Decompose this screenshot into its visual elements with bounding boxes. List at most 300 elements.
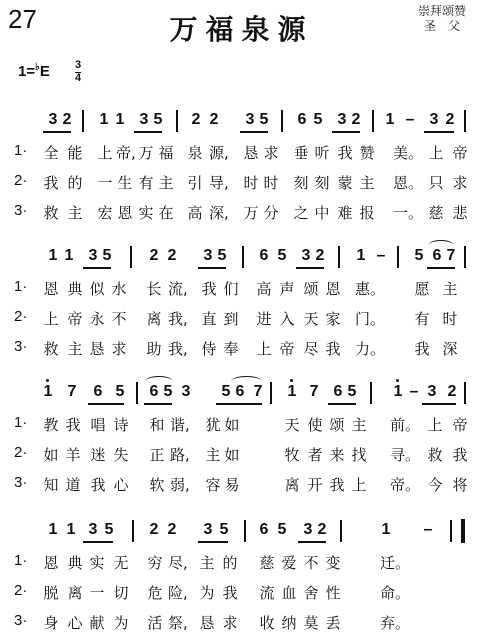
lyric-syllable: 切 (113, 584, 129, 602)
note: 2 (315, 247, 325, 264)
octave-dot (396, 379, 399, 382)
lyric-syllable: 我 (201, 280, 217, 298)
lyric-syllable: 今 (427, 476, 443, 494)
lyric-syllable: 悲 (452, 204, 468, 222)
barline (464, 110, 466, 132)
note: 3 (139, 111, 149, 128)
note-row (0, 246, 483, 270)
lyric-syllable: 变 (325, 554, 341, 572)
note: 1 (385, 111, 395, 128)
lyric-syllable: 主 (351, 416, 367, 434)
lyric-syllable: 流, (168, 280, 188, 298)
lyric-syllable: 之 (293, 204, 309, 222)
note: 1 (66, 521, 76, 538)
lyric-syllable: 上 (256, 340, 272, 358)
lyric-syllable: 门。 (355, 310, 386, 328)
note: 7 (446, 247, 456, 264)
lyric-syllable: 刻 (314, 174, 330, 192)
lyric-syllable: 求 (452, 174, 468, 192)
beam (424, 131, 454, 133)
lyric-syllable: 时 (442, 310, 458, 328)
lyric-syllable: 救 (43, 340, 59, 358)
lyric-syllable: 我 (222, 584, 238, 602)
note: 5 (277, 247, 287, 264)
beam (134, 131, 162, 133)
lyric-syllable: 报 (359, 204, 375, 222)
time-signature-top: 3 (75, 59, 82, 71)
credits (404, 4, 480, 34)
note: 1 (392, 382, 404, 402)
barline (176, 110, 178, 132)
lyric-syllable: 危 (147, 584, 163, 602)
lyric-syllable: 一 (89, 584, 105, 602)
lyric-syllable: 中 (314, 204, 330, 222)
lyric-syllable: 找 (351, 446, 367, 464)
note: 5 (104, 521, 114, 538)
note: 3 (181, 383, 191, 400)
hold-dash: – (376, 247, 386, 264)
beam (240, 131, 268, 133)
beam (422, 403, 456, 405)
beam (198, 267, 226, 269)
barline (136, 382, 138, 404)
lyric-syllable: 典 (67, 554, 83, 572)
lyric-syllable: 时 (263, 174, 279, 192)
lyric-syllable: 将 (452, 476, 468, 494)
note: 6 (259, 247, 269, 264)
lyric-syllable: 主 (67, 204, 83, 222)
hold-dash: – (423, 521, 433, 538)
verse-number: 2· (14, 308, 28, 325)
lyric-syllable: 离 (67, 584, 83, 602)
beam (427, 267, 455, 269)
beam (83, 541, 113, 543)
note: 5 (347, 383, 357, 400)
lyric-syllable: 软 (149, 476, 165, 494)
lyric-syllable: 愿 (414, 280, 430, 298)
lyric-syllable: 求 (222, 614, 238, 632)
lyric-syllable: 天 (303, 310, 319, 328)
note: 7 (309, 383, 319, 400)
lyric-syllable: 唱 (90, 416, 106, 434)
note: 5 (163, 383, 173, 400)
lyric-syllable: 助 (146, 340, 162, 358)
lyric-syllable: 永 (89, 310, 105, 328)
lyric-syllable: 恳 (243, 144, 259, 162)
lyric-syllable: 诗 (113, 416, 129, 434)
barline (340, 520, 342, 542)
octave-dot (290, 379, 293, 382)
note: 2 (351, 111, 361, 128)
note: 5 (277, 521, 287, 538)
verse-number: 2· (14, 582, 28, 599)
note: 1 (286, 382, 298, 402)
note: 5 (219, 521, 229, 538)
lyric-syllable: 险, (168, 584, 188, 602)
tie-arc (428, 240, 454, 251)
note: 1 (48, 247, 58, 264)
lyric-syllable: 有 (138, 174, 154, 192)
note: 2 (149, 521, 159, 538)
lyric-syllable: 舍 (303, 584, 319, 602)
lyric-syllable: 难 (337, 204, 353, 222)
lyric-syllable: 能 (67, 144, 83, 162)
note: 2 (149, 247, 159, 264)
lyric-syllable: 泉 (187, 144, 203, 162)
barline (464, 382, 466, 404)
beam (83, 267, 111, 269)
lyric-syllable: 血 (281, 584, 297, 602)
note: 6 (333, 383, 343, 400)
lyric-syllable: 祭, (168, 614, 188, 632)
note: 1 (48, 521, 58, 538)
flat-sign: ♭ (35, 62, 40, 73)
lyric-syllable: 慈 (428, 204, 444, 222)
lyric-syllable: 路, (170, 446, 190, 464)
verse-number: 2· (14, 444, 28, 461)
lyric-syllable: 爱 (281, 554, 297, 572)
lyric-syllable: 求 (111, 340, 127, 358)
verse-number: 1· (14, 414, 28, 431)
note: 6 (235, 383, 245, 400)
verse-number: 3· (14, 338, 28, 355)
tie-arc (145, 376, 173, 387)
note: 2 (62, 111, 72, 128)
lyric-syllable: 为 (113, 614, 129, 632)
verse-number: 1· (14, 278, 28, 295)
lyric-syllable: 者 (307, 446, 323, 464)
lyric-syllable: 宏 (97, 204, 113, 222)
note: 3 (48, 111, 58, 128)
lyric-syllable: 水 (111, 280, 127, 298)
lyric-syllable: 如 (43, 446, 59, 464)
lyric-syllable: 来 (329, 446, 345, 464)
tie-arc (231, 376, 262, 387)
lyric-syllable: 高 (256, 280, 272, 298)
lyric-syllable: 道 (65, 476, 81, 494)
lyric-syllable: 力。 (355, 340, 386, 358)
time-signature-bottom: 4 (75, 72, 82, 84)
barline (82, 110, 84, 132)
lyric-syllable: 主 (199, 554, 215, 572)
beam (332, 131, 360, 133)
lyric-syllable: 帝 (452, 416, 468, 434)
lyric-syllable: 和 (149, 416, 165, 434)
lyric-syllable: 莫 (303, 614, 319, 632)
lyric-syllable: 天 (284, 416, 300, 434)
key-signature (18, 62, 50, 80)
lyric-syllable: 引 (187, 174, 203, 192)
lyric-syllable: 穷 (147, 554, 163, 572)
barline (370, 382, 372, 404)
note: 5 (414, 247, 424, 264)
lyric-syllable: 分 (263, 204, 279, 222)
lyric-syllable: 易 (224, 476, 240, 494)
lyric-syllable: 似 (89, 280, 105, 298)
note: 3 (203, 247, 213, 264)
lyric-syllable: 离 (284, 476, 300, 494)
lyric-syllable: 正 (149, 446, 165, 464)
final-barline (461, 519, 465, 543)
note: 1 (42, 382, 54, 402)
note: 3 (303, 521, 313, 538)
lyric-syllable: 恳 (199, 614, 215, 632)
note: 5 (259, 111, 269, 128)
note: 1 (381, 521, 391, 538)
note-row (0, 382, 483, 406)
note: 3 (337, 111, 347, 128)
lyric-syllable: 进 (256, 310, 272, 328)
lyric-syllable: 帝。 (390, 476, 421, 494)
hymn-number: 27 (8, 4, 37, 34)
lyric-syllable: 尽 (303, 340, 319, 358)
note: 6 (149, 383, 159, 400)
lyric-syllable: 实 (138, 204, 154, 222)
lyric-syllable: 主 (67, 340, 83, 358)
barline (242, 246, 244, 268)
lyric-syllable: 一。 (393, 204, 424, 222)
note: 1 (356, 247, 366, 264)
note: 6 (93, 383, 103, 400)
note: 5 (102, 247, 112, 264)
note: 5 (153, 111, 163, 128)
lyric-syllable: 上 (97, 144, 113, 162)
lyric-syllable: 羊 (65, 446, 81, 464)
lyric-syllable: 上 (351, 476, 367, 494)
note: 6 (259, 521, 269, 538)
note: 2 (167, 247, 177, 264)
lyric-syllable: 身 (43, 614, 59, 632)
lyric-syllable: 无 (113, 554, 129, 572)
lyric-syllable: 到 (223, 310, 239, 328)
lyric-line (0, 338, 483, 360)
lyric-syllable: 如 (224, 446, 240, 464)
verse-number: 1· (14, 142, 28, 159)
lyric-syllable: 失 (113, 446, 129, 464)
lyric-syllable: 我, (168, 310, 188, 328)
lyric-line (0, 612, 483, 634)
lyric-syllable: 侍 (201, 340, 217, 358)
lyric-syllable: 流 (259, 584, 275, 602)
lyric-syllable: 颂 (329, 416, 345, 434)
lyric-syllable: 帝, (116, 144, 136, 162)
lyric-syllable: 时 (243, 174, 259, 192)
lyric-syllable: 帝 (67, 310, 83, 328)
lyric-syllable: 深 (442, 340, 458, 358)
lyric-syllable: 收 (259, 614, 275, 632)
lyric-syllable: 献 (89, 614, 105, 632)
lyric-syllable: 救 (43, 204, 59, 222)
lyric-syllable: 救 (427, 446, 443, 464)
lyric-syllable: 弱, (170, 476, 190, 494)
lyric-syllable: 主 (442, 280, 458, 298)
lyric-syllable: 求 (263, 144, 279, 162)
lyric-syllable: 万 (243, 204, 259, 222)
lyric-syllable: 不 (111, 310, 127, 328)
lyric-syllable: 实 (89, 554, 105, 572)
lyric-syllable: 寻。 (390, 446, 421, 464)
lyric-syllable: 心 (67, 614, 83, 632)
lyric-line (0, 308, 483, 330)
lyric-line (0, 474, 483, 496)
lyric-syllable: 深, (209, 204, 229, 222)
note: 3 (203, 521, 213, 538)
barline (130, 246, 132, 268)
note: 3 (88, 247, 98, 264)
lyric-syllable: 上 (43, 310, 59, 328)
lyric-syllable: 如 (224, 416, 240, 434)
lyric-syllable: 尽, (168, 554, 188, 572)
barline (132, 520, 134, 542)
lyric-syllable: 我 (90, 476, 106, 494)
lyric-syllable: 颂 (303, 280, 319, 298)
beam (216, 403, 262, 405)
note: 7 (253, 383, 263, 400)
lyric-syllable: 上 (428, 144, 444, 162)
barline (464, 246, 466, 268)
barline (244, 520, 246, 542)
note: 2 (447, 383, 457, 400)
lyric-syllable: 听 (314, 144, 330, 162)
beam (88, 403, 124, 405)
note: 2 (167, 521, 177, 538)
hymn-title: 万福泉源 (169, 13, 314, 46)
lyric-syllable: 惠。 (355, 280, 386, 298)
beam (43, 131, 71, 133)
lyric-syllable: 在 (158, 204, 174, 222)
verse-number: 3· (14, 474, 28, 491)
lyric-syllable: 迁。 (380, 554, 411, 572)
note: 3 (245, 111, 255, 128)
lyric-syllable: 福 (158, 144, 174, 162)
note: 2 (317, 521, 327, 538)
lyric-syllable: 上 (427, 416, 443, 434)
lyric-syllable: 容 (205, 476, 221, 494)
lyric-syllable: 源, (209, 144, 229, 162)
lyric-syllable: 直 (201, 310, 217, 328)
lyric-syllable: 心 (113, 476, 129, 494)
lyric-syllable: 开 (307, 476, 323, 494)
lyric-syllable: 慈 (259, 554, 275, 572)
lyric-syllable: 我 (452, 446, 468, 464)
lyric-syllable: 命。 (380, 584, 411, 602)
lyric-line (0, 582, 483, 604)
lyric-syllable: 帝 (452, 144, 468, 162)
note: 5 (221, 383, 231, 400)
lyric-syllable: 家 (325, 310, 341, 328)
barline (281, 110, 283, 132)
lyric-syllable: 使 (307, 416, 323, 434)
octave-dot (46, 379, 49, 382)
note-row (0, 110, 483, 134)
key-note: E (39, 63, 50, 80)
lyric-syllable: 恩。 (393, 174, 424, 192)
note: 1 (115, 111, 125, 128)
lyric-syllable: 的 (222, 554, 238, 572)
lyric-syllable: 教 (43, 416, 59, 434)
lyric-syllable: 犹 (205, 416, 221, 434)
barline (338, 246, 340, 268)
note: 1 (64, 247, 74, 264)
lyric-syllable: 高 (187, 204, 203, 222)
lyric-syllable: 不 (303, 554, 319, 572)
note: 6 (297, 111, 307, 128)
lyric-syllable: 恩 (43, 554, 59, 572)
verse-number: 2· (14, 172, 28, 189)
lyric-syllable: 全 (43, 144, 59, 162)
lyric-line (0, 444, 483, 466)
lyric-line (0, 142, 483, 164)
note: 6 (432, 247, 442, 264)
lyric-syllable: 知 (43, 476, 59, 494)
lyric-syllable: 恩 (325, 280, 341, 298)
lyric-syllable: 赞 (359, 144, 375, 162)
lyric-syllable: 恩 (43, 280, 59, 298)
lyric-syllable: 帝 (279, 340, 295, 358)
note: 5 (115, 383, 125, 400)
lyric-syllable: 恳 (89, 340, 105, 358)
verse-number: 3· (14, 612, 28, 629)
beam (144, 403, 172, 405)
time-signature (75, 60, 81, 84)
lyric-syllable: 有 (414, 310, 430, 328)
note: 5 (313, 111, 323, 128)
beam (198, 541, 228, 543)
beam (296, 267, 324, 269)
lyric-syllable: 美。 (393, 144, 424, 162)
lyric-syllable: 我, (168, 340, 188, 358)
lyric-syllable: 丢 (325, 614, 341, 632)
lyric-syllable: 我 (329, 476, 345, 494)
lyric-line (0, 172, 483, 194)
lyric-syllable: 主 (205, 446, 221, 464)
lyric-syllable: 活 (147, 614, 163, 632)
lyric-syllable: 生 (117, 174, 133, 192)
lyric-line (0, 202, 483, 224)
key-prefix: 1= (18, 63, 36, 80)
credit-author: 圣 父 (423, 19, 460, 33)
lyric-syllable: 垂 (293, 144, 309, 162)
barline (450, 520, 452, 542)
lyric-syllable: 牧 (284, 446, 300, 464)
lyric-syllable: 我 (414, 340, 430, 358)
barline (270, 382, 272, 404)
lyric-syllable: 主 (359, 174, 375, 192)
lyric-syllable: 奉 (223, 340, 239, 358)
hold-dash: – (409, 383, 419, 400)
lyric-syllable: 导, (209, 174, 229, 192)
hold-dash: – (405, 111, 415, 128)
note: 7 (67, 383, 77, 400)
beam (328, 403, 356, 405)
lyric-line (0, 278, 483, 300)
note: 2 (209, 111, 219, 128)
lyric-line (0, 414, 483, 436)
lyric-syllable: 一 (97, 174, 113, 192)
lyric-syllable: 离 (146, 310, 162, 328)
lyric-line (0, 552, 483, 574)
note: 3 (88, 521, 98, 538)
barline (397, 246, 399, 268)
lyric-syllable: 我 (337, 144, 353, 162)
note: 1 (99, 111, 109, 128)
beam (298, 541, 326, 543)
lyric-syllable: 性 (325, 584, 341, 602)
lyric-syllable: 弃。 (380, 614, 411, 632)
lyric-syllable: 迷 (90, 446, 106, 464)
lyric-syllable: 我 (325, 340, 341, 358)
verse-number: 3· (14, 202, 28, 219)
